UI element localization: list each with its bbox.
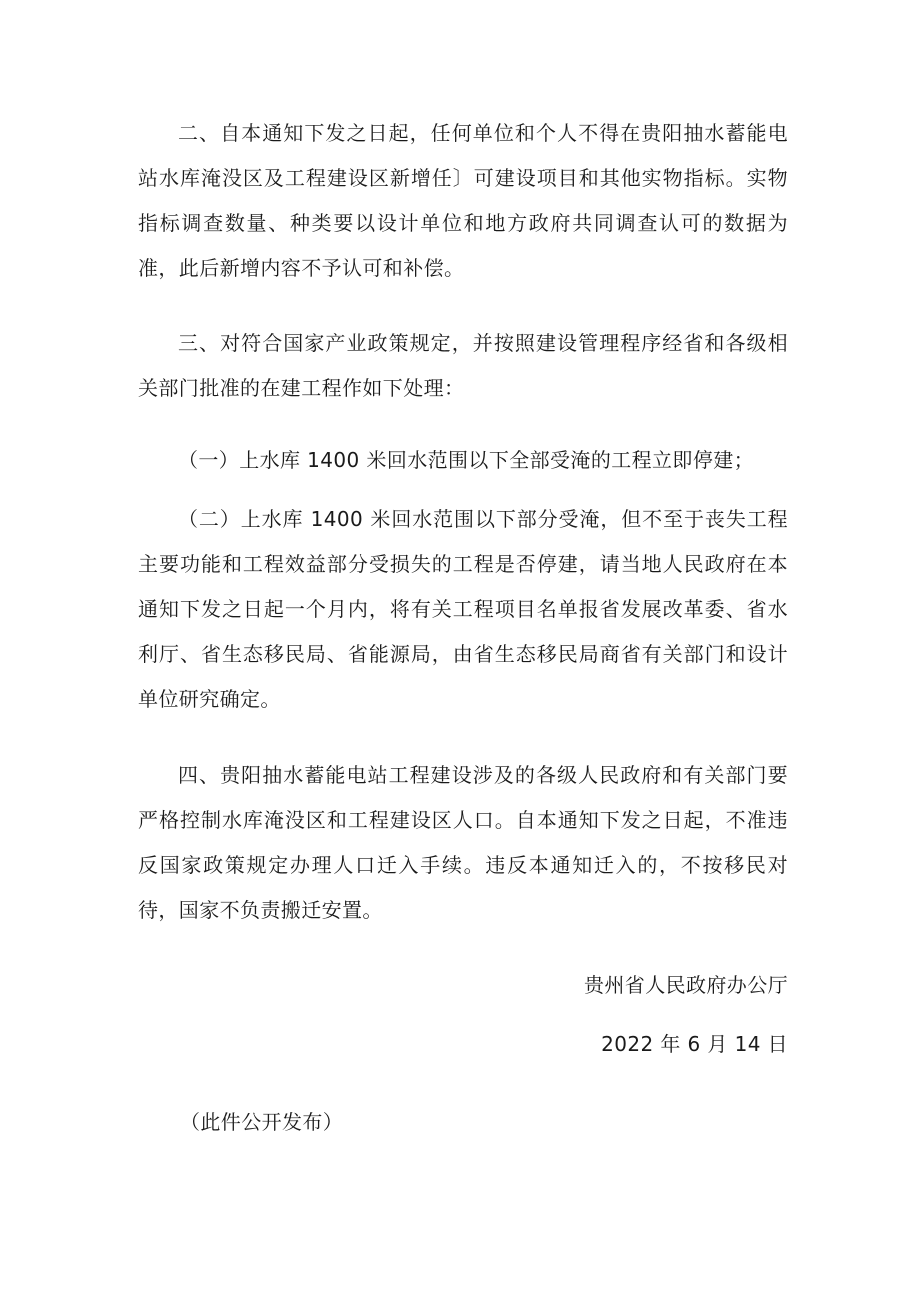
publication-note: （此件公开发布）	[180, 1110, 344, 1134]
signature-organization: 贵州省人民政府办公厅	[584, 973, 788, 997]
paragraph-item-2: （二）上水库 1400 米回水范围以下部分受淹，但不至于丧失工程主要功能和工程效益部分受损失的工程是否停建，请当地人民政府在本通知下发之日起一个月内，将有关工程项目名单报省发展改革委、省水利厅、省生态移民局、省能源局，由省生态移民局商省有关部门和设计单位研究确定。	[138, 507, 788, 711]
signature-date: 2022 年 6 月 14 日	[601, 1032, 788, 1056]
paragraph-item-1: （一）上水库 1400 米回水范围以下全部受淹的工程立即停建；	[178, 448, 755, 472]
paragraph-section-4: 四、贵阳抽水蓄能电站工程建设涉及的各级人民政府和有关部门要严格控制水库淹没区和工程建设区人口。自本通知下发之日起，不准违反国家政策规定办理人口迁入手续。违反本通知迁入的，不按移民对待，国家不负责搬迁安置。	[138, 763, 788, 922]
paragraph-section-2: 二、自本通知下发之日起，任何单位和个人不得在贵阳抽水蓄能电站水库淹没区及工程建设区新增任〕可建设项目和其他实物指标。实物指标调查数量、种类要以设计单位和地方政府共同调查认可的数据为准，此后新增内容不予认可和补偿。	[138, 121, 788, 280]
paragraph-section-3: 三、对符合国家产业政策规定，并按照建设管理程序经省和各级相关部门批准的在建工程作如下处理：	[138, 331, 788, 400]
